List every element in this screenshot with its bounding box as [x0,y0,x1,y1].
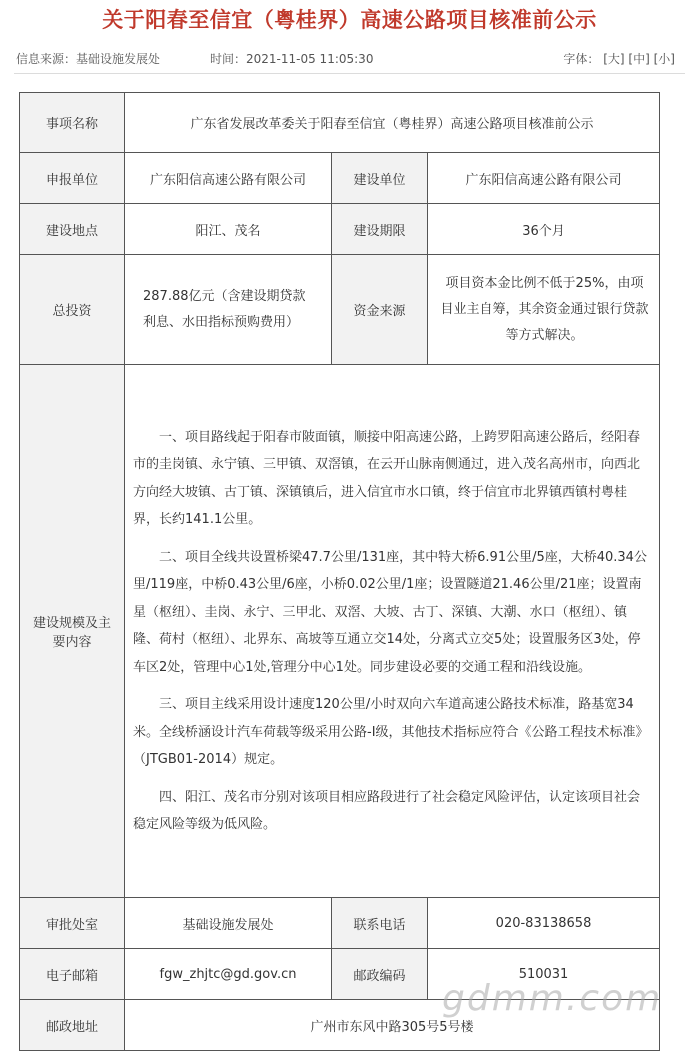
scope-paragraph-1: 一、项目路线起于阳春市陂面镇，顺接中阳高速公路，上跨罗阳高速公路后，经阳春市的圭岗镇、永宁镇、三甲镇、双滘镇，在云开山脉南侧通过，进入茂名高州市，向西北方向经大坡镇、古丁镇、深镇镇后，进入信宜市水口镇，终于信宜市北界镇西镇村粤桂界，长约141.1公里。 [133,429,641,527]
meta-bar [16,50,675,68]
approval-office-label: 审批处室 [20,898,125,949]
table-row [20,255,660,365]
scope-paragraph-3: 三、项目主线采用设计速度120公里/小时双向六车道高速公路技术标准，路基宽34米。全线桥涵设计汽车荷载等级采用公路-Ⅰ级，其他技术指标应符合《公路工程技术标准》（JTGB01-2014）规定。 [133,697,649,767]
applicant-value: 广东阳信高速公路有限公司 [125,153,332,204]
item-name-label: 事项名称 [20,93,125,153]
investment-value: 287.88亿元（含建设期贷款利息、水田指标预购费用） [125,255,332,365]
watermark: gdmm.com [442,978,663,1019]
period-label: 建设期限 [332,204,428,255]
scope-paragraph-2: 二、项目全线共设置桥梁47.7公里/131座，其中特大桥6.91公里/5座，大桥40.34公里/119座，中桥0.43公里/6座，小桥0.02公里/1座；设置隧道21.46公里/21座；设置南星（枢纽）、圭岗、永宁、三甲北、双滘、大坡、古丁、深镇、大潮、水口（枢纽）、镇隆、荷村（枢纽）、北界东、高坡等互通立交14处，分离式立交5处；设置服务区3处，停车区2处，管理中心1处,管理分中心1处。同步建设必要的交通工程和沿线设施。 [133,549,647,675]
applicant-label: 申报单位 [20,153,125,204]
publish-time: 时间：2021-11-05 11:05:30 [210,52,374,66]
info-source: 信息来源：基础设施发展处 [16,52,161,66]
postcode-label: 邮政编码 [332,949,428,1000]
font-size-label: 字体： [563,52,600,66]
phone-label: 联系电话 [332,898,428,949]
table-row [20,365,660,898]
address-value: 广州市东风中路305号5号楼 [125,1000,660,1051]
scope-paragraph-4: 四、阳江、茂名市分别对该项目相应路段进行了社会稳定风险评估，认定该项目社会稳定风险等级为低风险。 [133,789,641,832]
builder-label: 建设单位 [332,153,428,204]
header-divider [14,73,685,74]
font-size-controls [563,50,675,67]
email-value: fgw_zhjtc@gd.gov.cn [125,949,332,1000]
builder-value: 广东阳信高速公路有限公司 [428,153,660,204]
scope-label: 建设规模及主要内容 [20,365,125,898]
font-small-link[interactable]: [小] [653,52,675,66]
table-row [20,153,660,204]
project-info-table [19,92,663,1051]
page-title: 关于阳春至信宜（粤桂界）高速公路项目核准前公示 [102,8,597,32]
address-label: 邮政地址 [20,1000,125,1051]
table-row [20,898,660,949]
scope-content [125,365,660,898]
investment-label: 总投资 [20,255,125,365]
font-large-link[interactable]: [大] [603,52,625,66]
funding-label: 资金来源 [332,255,428,365]
postcode-value: 510031 [428,949,660,1000]
phone-value: 020-83138658 [428,898,660,949]
funding-value: 项目资本金比例不低于25%，由项目业主自筹，其余资金通过银行贷款等方式解决。 [428,255,660,365]
font-medium-link[interactable]: [中] [628,52,650,66]
approval-office-value: 基础设施发展处 [125,898,332,949]
location-label: 建设地点 [20,204,125,255]
item-name-value: 广东省发展改革委关于阳春至信宜（粤桂界）高速公路项目核准前公示 [125,93,660,153]
table-row [20,204,660,255]
location-value: 阳江、茂名 [125,204,332,255]
email-label: 电子邮箱 [20,949,125,1000]
period-value: 36个月 [428,204,660,255]
table-row [20,93,660,153]
